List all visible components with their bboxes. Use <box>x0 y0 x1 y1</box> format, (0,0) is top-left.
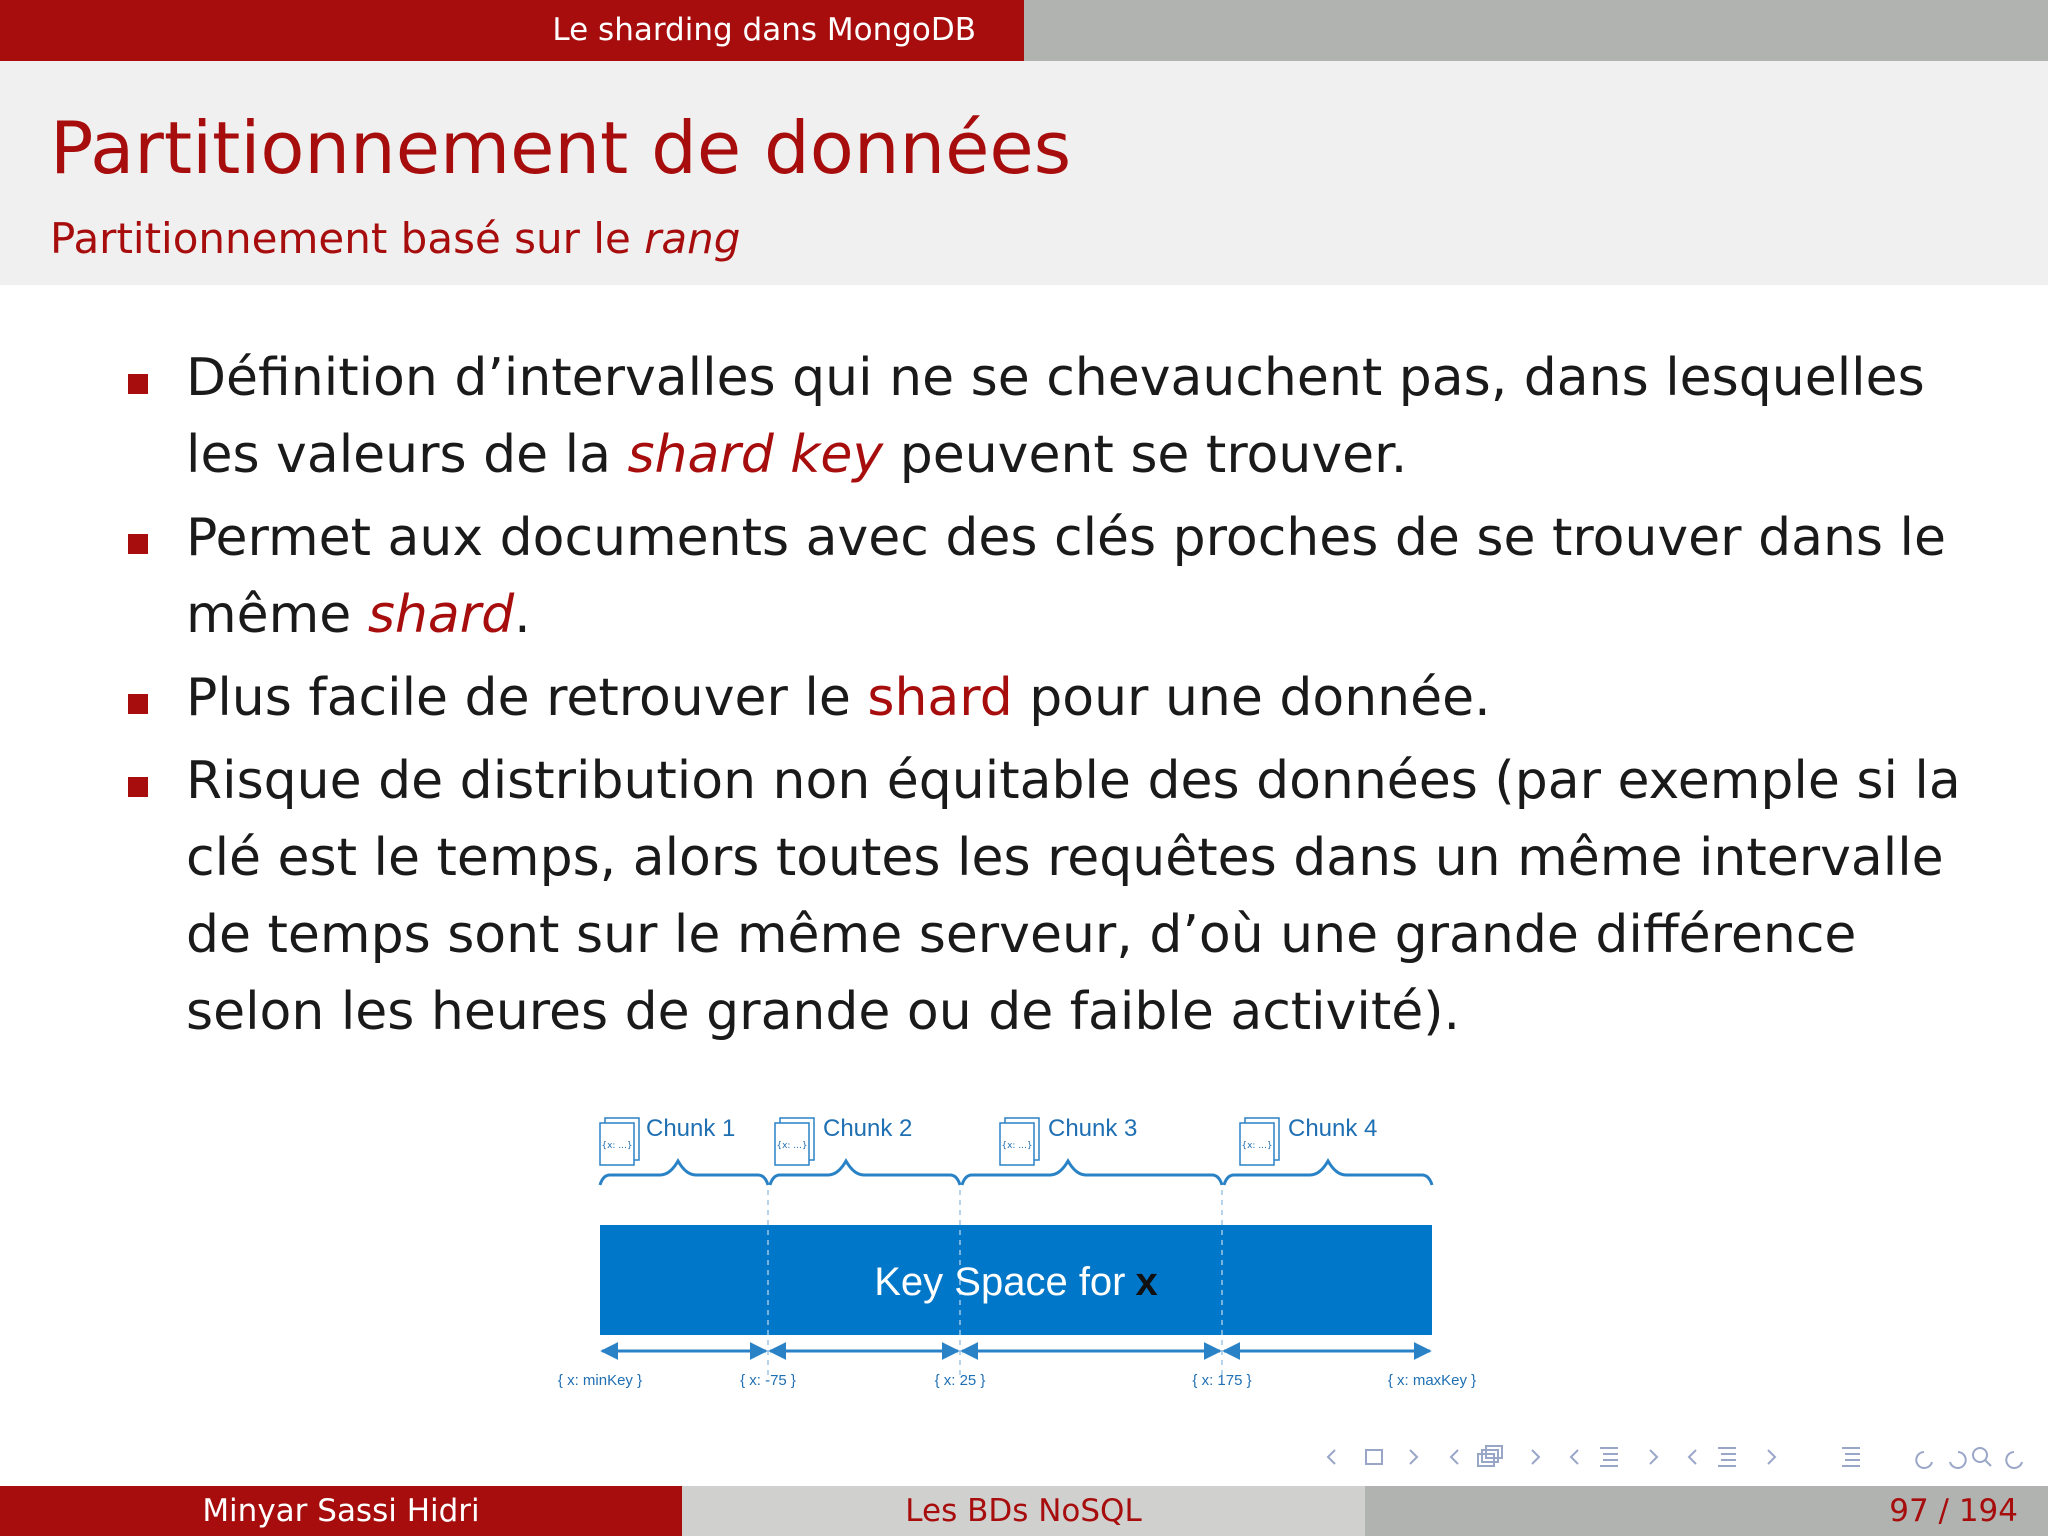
undo-icon[interactable] <box>1916 1452 1932 1468</box>
key-space-diagram <box>550 1095 1490 1395</box>
page-separator: / <box>1928 1493 1959 1529</box>
document-prev-icon[interactable] <box>1689 1450 1696 1464</box>
subtitle-emphasis: rang <box>644 214 741 263</box>
document-label: {x: ...} <box>601 1141 633 1151</box>
boundary-label: { x: 175 } <box>1192 1372 1252 1389</box>
bullet-item <box>128 500 1988 654</box>
nav-next-icon[interactable] <box>1410 1450 1417 1464</box>
document-label: {x: ...} <box>776 1141 808 1151</box>
chunk-4 <box>1224 1115 1432 1185</box>
bullet-emphasis: shard key <box>627 425 884 485</box>
bullet-marker-icon <box>128 534 148 554</box>
bullet-item <box>128 743 1988 1051</box>
section-prev-icon[interactable] <box>1571 1450 1578 1464</box>
footer-bar <box>0 1486 2048 1536</box>
document-icon[interactable] <box>1718 1448 1736 1466</box>
redo-icon[interactable] <box>1950 1452 1966 1468</box>
footer-author: Minyar Sassi Hidri <box>0 1486 682 1536</box>
section-icon[interactable] <box>1600 1448 1618 1466</box>
bullet-text: Plus facile de retrouver le <box>186 668 868 728</box>
subsection-prev-icon[interactable] <box>1451 1450 1458 1464</box>
document-label: {x: ...} <box>1241 1141 1273 1151</box>
go-back-icon[interactable] <box>2006 1452 2022 1468</box>
key-space-label <box>874 1260 1158 1304</box>
frame-title: Partitionnement de données <box>50 106 1072 190</box>
subsection-next-icon[interactable] <box>1532 1450 1539 1464</box>
bullet-text: pour une donnée. <box>1012 668 1491 728</box>
frame-title-box <box>0 61 2048 285</box>
bullet-text: . <box>514 585 531 645</box>
beamer-navigation-symbols <box>1320 1440 2030 1474</box>
document-label: {x: ...} <box>1001 1141 1033 1151</box>
bullet-marker-icon <box>128 694 148 714</box>
boundary-label: { x: -75 } <box>740 1372 796 1389</box>
subtitle-text: Partitionnement basé sur le <box>50 214 645 263</box>
bullet-item <box>128 340 1988 494</box>
bullet-marker-icon <box>128 777 148 797</box>
chunk-label: Chunk 3 <box>1048 1115 1138 1142</box>
frame-subtitle <box>50 214 740 263</box>
bullet-marker-icon <box>128 374 148 394</box>
current-page: 97 <box>1889 1493 1929 1529</box>
boundary-label: { x: 25 } <box>934 1372 986 1389</box>
footer-page-number <box>1365 1486 2048 1536</box>
chunk-3 <box>962 1115 1222 1185</box>
bullet-text: Permet aux documents avec des clés proches de se trouver dans le même <box>186 508 1946 645</box>
boundary-label: { x: minKey } <box>557 1372 643 1389</box>
section-title[interactable]: Le sharding dans MongoDB <box>0 0 1024 61</box>
key-space-text: Key Space for <box>874 1260 1126 1304</box>
boundary-label: { x: maxKey } <box>1387 1372 1477 1389</box>
section-next-icon[interactable] <box>1650 1450 1657 1464</box>
bullet-emphasis: shard <box>867 668 1013 728</box>
nav-prev-icon[interactable] <box>1328 1450 1335 1464</box>
bullet-text: Définition d’intervalles qui ne se chevauchent pas, dans lesquelles les valeurs de la <box>186 348 1925 485</box>
bullet-list <box>128 340 1988 1057</box>
bullet-item <box>128 660 1988 737</box>
chunk-1 <box>600 1115 768 1185</box>
chunk-label: Chunk 1 <box>646 1115 736 1142</box>
total-pages: 194 <box>1958 1493 2018 1529</box>
chunk-label: Chunk 2 <box>823 1115 913 1142</box>
bullet-text: Risque de distribution non équitable des données (par exemple si la clé est le temps, alors toutes les requêtes dans un même intervalle de temps sont sur le même serveur, d’où une grande différence selon les heures de grande ou de faible activité). <box>186 751 1961 1042</box>
bullet-emphasis: shard <box>367 585 515 645</box>
document-next-icon[interactable] <box>1768 1450 1775 1464</box>
appendix-icon[interactable] <box>1842 1448 1860 1466</box>
subsection-icon[interactable] <box>1478 1446 1502 1466</box>
search-icon[interactable] <box>1973 1448 1991 1466</box>
footer-title: Les BDs NoSQL <box>682 1486 1365 1536</box>
chunk-label: Chunk 4 <box>1288 1115 1378 1142</box>
frame-icon[interactable] <box>1366 1450 1382 1464</box>
top-navigation-bar <box>0 0 2048 61</box>
key-space-variable: x <box>1135 1260 1158 1304</box>
chunk-2 <box>770 1115 960 1185</box>
bullet-text: peuvent se trouver. <box>883 425 1408 485</box>
